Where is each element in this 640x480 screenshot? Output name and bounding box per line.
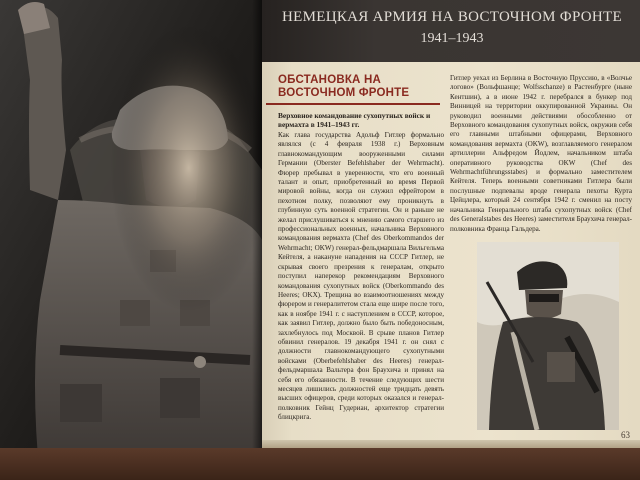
left-paragraph-1: Как глава государства Адольф Гитлер формально являлся (с 4 февраля 1938 г.) Верховным главнокомандующим вооруженными силами Германии (Oberster Befehlshaber der Wehrmacht). Фюрер пребывал в уверенности, что его военный талант и опыт, приобретенный во время Первой мировой войны, когда он служил ефрейтором в пехотном полку, позволяют ему проникнуть в глубинную суть военной стратегии. Он и раньше не желал прислушиваться к мнению самого старшего из профессиональных военных, начальника Верховного командования вермахта (Chef des Oberkommandos der Wehrmacht; OKW) генерал-фельдмаршала Вильгельма Кейтеля, а накануне нападения на СССР Гитлер, не скрывая своего презрения к генералам, открыто поступил наперекор рекомендациям Верховного командования сухопутных войск (Oberkommando des Heeres; OKX). Трещина во взаимоотношениях между фюрером и генералитетом стала еще шире после того, как в ноябре 1941 г. с наступлением в СССР, которое, как заявил Гитлер, должно было быть победоносным, захлебнулось под Москвой. В срыве планов Гитлер обвинил генералов. 19 декабря 1941 г. он снял с должности главнокомандующего сухопутными войсками (Oberbefehlshaber des Heeres) генерал-фельдмаршала Вальтера фон Браухича и принял на себя его обязанности. В течение следующих шести месяцев лишились должностей еще тридцать девять высших офицеров, среди которых оказался и генерал-полковник Гейнц Гудериан, архитектор стратегии блицкрига. [278, 131, 444, 422]
section-heading-line-1: ОБСТАНОВКА НА [278, 74, 381, 86]
page-number: 63 [621, 430, 630, 440]
inset-soldier-photo [477, 242, 619, 430]
soldier-saluting-photo [0, 0, 262, 480]
section-heading-line-2: ВОСТОЧНОМ ФРОНТЕ [278, 87, 410, 99]
text-column-left [266, 72, 444, 423]
section-rule [266, 103, 440, 105]
subheading: Верховное командование сухопутных войск и вермахта в 1941–1943 гг. [278, 111, 431, 129]
right-paragraph-1: Гитлер уехал из Берлина в Восточную Пруссию, в «Волчье логово» (Вольфшанце; Wolfsschanze) в Растенбурге (ныне Кентшин), а в июне 1942 г. перебрался в бункер под Винницей на территории оккупированной Украины. Он руководил военными действиями обособленно от Верховного командования сухопутных войск, окружив себя его главными штабными офицерами, Верховного командования вермахта (OKW), возглавляемого генералом артиллерии Альфредом Йодлем, начальником штаба оперативного руководства OKW (Chef des Wehrmachtführungsstabes) и формально заместителем Кейтеля. Теперь военными советниками Гитлера были послушные подпевалы вроде генерала пехоты Курта Цейцлера, который 24 сентября 1942 г. сменил на посту начальника Генерального штаба сухопутных войск (Chef des Generalstabes des Heeres) заместителя Браухича генерал-полковника Франца Гальдера. [450, 74, 632, 233]
chapter-title: НЕМЕЦКАЯ АРМИЯ НА ВОСТОЧНОМ ФРОНТЕ [282, 9, 622, 25]
section-heading [278, 74, 444, 100]
table-surface [0, 448, 640, 480]
chapter-years: 1941–1943 [420, 31, 484, 46]
left-page [0, 0, 262, 480]
chapter-header [262, 0, 640, 62]
text-column-right [450, 74, 632, 234]
right-page [262, 0, 640, 480]
